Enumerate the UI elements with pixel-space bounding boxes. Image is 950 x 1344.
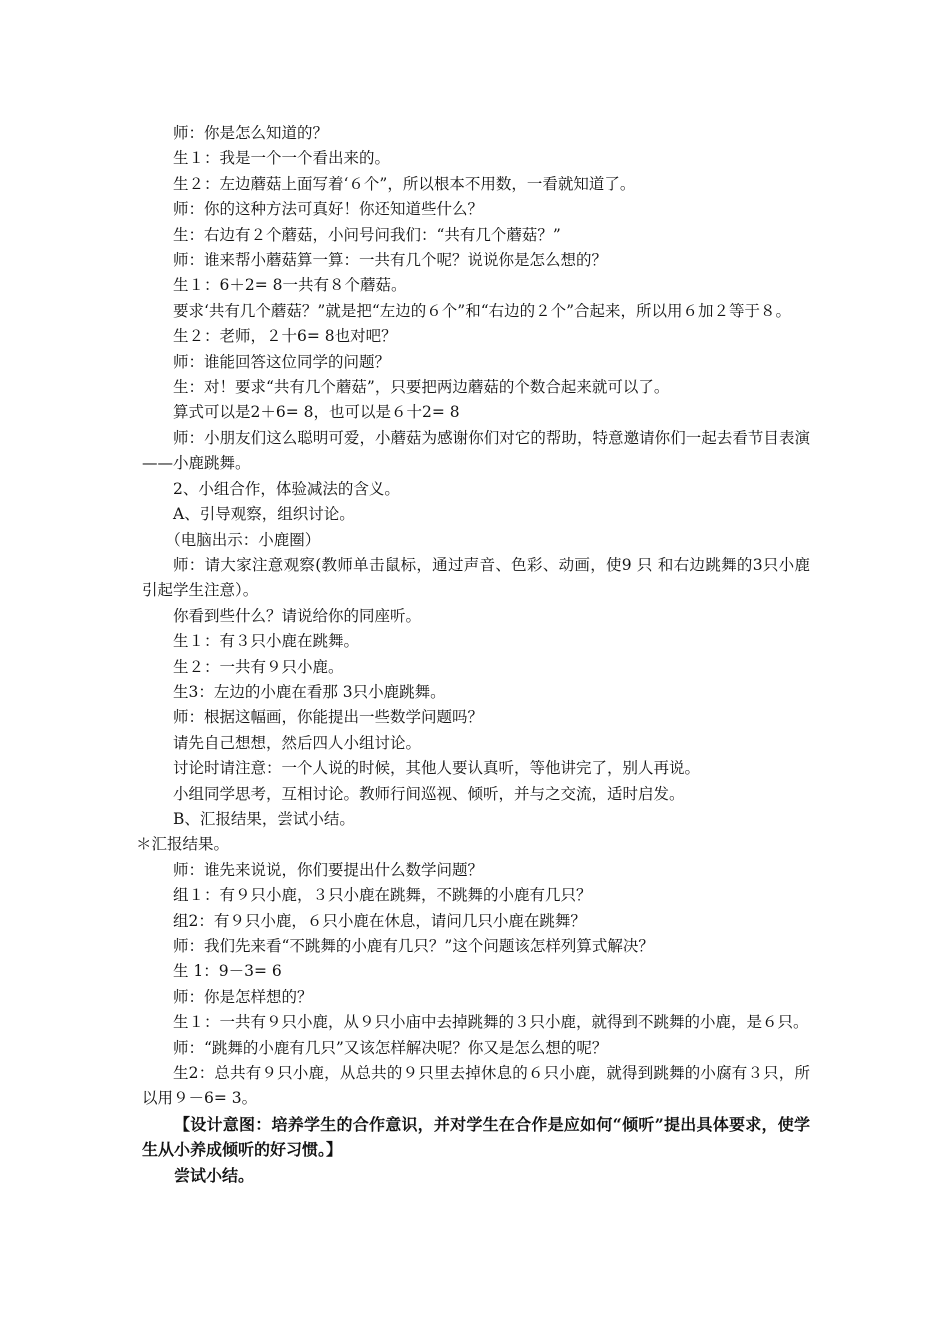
text-paragraph: 师：谁来帮小蘑菇算一算：一共有几个呢？说说你是怎么想的？: [173, 251, 608, 270]
text-paragraph: ＊汇报结果。: [136, 835, 230, 854]
text-paragraph: 师：你的这种方法可真好！你还知道些什么？: [173, 200, 484, 219]
text-paragraph: 生 1：9－3= 6: [173, 962, 282, 981]
text-paragraph: 生２：老师，２十6= 8也对吧？: [173, 327, 397, 346]
text-paragraph: 师：小朋友们这么聪明可爱，小蘑菇为感谢你们对它的帮助，特意邀请你们一起去看节目表演——小鹿跳舞。: [142, 428, 810, 473]
text-paragraph: B、汇报结果，尝试小结。: [173, 809, 355, 828]
text-paragraph: 师：你是怎么知道的？: [173, 124, 329, 142]
text-paragraph: 2、小组合作，体验减法的含义。: [173, 479, 400, 498]
text-paragraph: A、引导观察，组织讨论。: [173, 505, 355, 524]
text-paragraph: 师：请大家注意观察(教师单击鼠标，通过声音、色彩、动画，使9 只 和右边跳舞的3只小鹿引起学生注意）。: [142, 555, 810, 600]
text-paragraph: 师：我们先来看“不跳舞的小鹿有几只？”这个问题该怎样列算式解决？: [173, 937, 654, 955]
text-paragraph: 生2：总共有９只小鹿，从总共的９只里去掉休息的６只小鹿，就得到跳舞的小腐有３只，所以用９－6= 3。: [142, 1064, 810, 1108]
text-paragraph: 生3：左边的小鹿在看那 3只小鹿跳舞。: [173, 682, 446, 701]
text-paragraph: 生１：一共有９只小鹿，从９只小庙中去掉跳舞的３只小鹿，就得到不跳舞的小鹿，是６只。: [173, 1013, 809, 1032]
text-paragraph: 要求‘共有几个蘑菇？”就是把“左边的６个”和“右边的２个”合起来，所以用６加２等于８。: [173, 301, 792, 320]
text-paragraph: 师：你是怎样想的？: [173, 987, 313, 1006]
text-paragraph: 生２：一共有９只小鹿。: [173, 657, 344, 676]
text-paragraph: 你看到些什么？请说给你的同座听。: [173, 606, 422, 625]
text-paragraph: 小组同学思考，互相讨论。教师行间巡视、倾听，并与之交流，适时启发。: [173, 784, 685, 803]
text-paragraph: 生２：左边蘑菇上面写着‘６个”，所以根本不用数，一看就知道了。: [173, 174, 636, 193]
text-paragraph: 组１：有９只小鹿，３只小鹿在跳舞，不跳舞的小鹿有几只？: [173, 886, 592, 905]
text-paragraph: 算式可以是2＋6= 8，也可以是６十2= 8: [173, 403, 460, 422]
text-paragraph: 生：右边有２个蘑菇，小问号问我们：“共有几个蘑菇？”: [173, 225, 561, 244]
text-paragraph: 生１：6＋2= 8一共有８个蘑菇。: [173, 276, 407, 295]
text-paragraph: 请先自己想想，然后四人小组讨论。: [173, 733, 422, 752]
document-body: [136, 121, 810, 1188]
design-note-paragraph: 尝试小结。: [174, 1165, 255, 1185]
text-paragraph: 师：根据这幅画，你能提出一些数学问题吗？: [173, 708, 484, 727]
text-paragraph: 生１：我是一个一个看出来的。: [173, 149, 391, 168]
text-paragraph: 师：谁先来说说，你们要提出什么数学问题？: [173, 860, 484, 879]
design-note-paragraph: 【设计意图：培养学生的合作意识，并对学生在合作是应如何“倾听”提出具体要求，使学生从小养成倾听的好习惯。】: [142, 1114, 810, 1160]
text-paragraph: （电脑出示：小鹿圈）: [165, 530, 321, 549]
text-paragraph: 组2：有９只小鹿，６只小鹿在休息，请问几只小鹿在跳舞？: [173, 911, 586, 930]
text-paragraph: 师：谁能回答这位同学的问题？: [173, 352, 391, 371]
text-paragraph: 师：“跳舞的小鹿有几只”又该怎样解决呢？你又是怎么想的呢？: [173, 1038, 608, 1057]
text-paragraph: 讨论时请注意：一个人说的时候，其他人要认真听，等他讲完了，别人再说。: [173, 759, 701, 778]
text-paragraph: 生：对！要求“共有几个蘑菇”，只要把两边蘑菇的个数合起来就可以了。: [173, 378, 670, 397]
text-paragraph: 生１：有３只小鹿在跳舞。: [173, 632, 360, 651]
